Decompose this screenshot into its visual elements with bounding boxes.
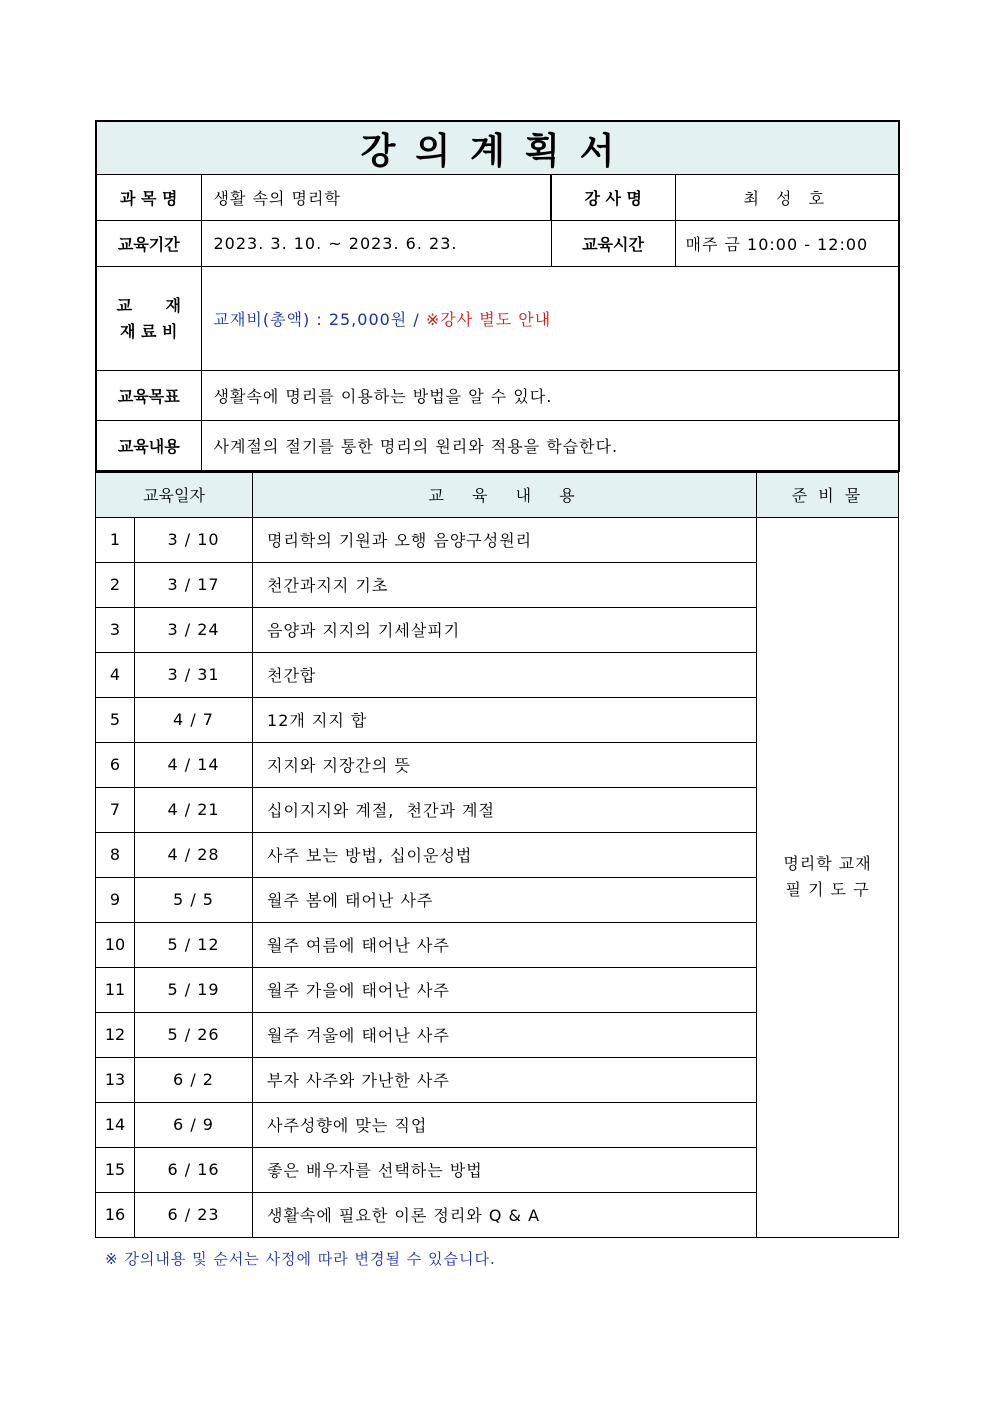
schedule-header-prep: 준 비 물 — [757, 472, 899, 517]
material-notice: ※강사 별도 안내 — [425, 310, 552, 329]
row-date: 5 / 5 — [135, 877, 253, 922]
row-content: 사주 보는 방법, 십이운성법 — [253, 832, 757, 877]
goal-value: 생활속에 명리를 이용하는 방법을 알 수 있다. — [201, 371, 899, 421]
content-label: 교육내용 — [96, 421, 201, 471]
row-date: 4 / 14 — [135, 742, 253, 787]
footnote: ※ 강의내용 및 순서는 사정에 따라 변경될 수 있습니다. — [105, 1250, 496, 1268]
material-fee: 교재비(총액) : 25,000원 / — [213, 310, 426, 329]
row-content: 천간과지지 기초 — [253, 562, 757, 607]
row-number: 11 — [96, 967, 135, 1012]
row-number: 3 — [96, 607, 135, 652]
page-title: 강의계획서 — [96, 121, 899, 175]
material-label-line1: 교 재 — [116, 295, 181, 315]
row-date: 5 / 12 — [135, 922, 253, 967]
lecture-plan-document — [95, 120, 898, 1238]
row-content: 명리학의 기원과 오행 음양구성원리 — [253, 517, 757, 562]
row-content: 생활속에 필요한 이론 정리와 Q & A — [253, 1192, 757, 1237]
schedule-table — [95, 472, 899, 1238]
row-number: 4 — [96, 652, 135, 697]
row-number: 9 — [96, 877, 135, 922]
row-number: 13 — [96, 1057, 135, 1102]
row-date: 6 / 23 — [135, 1192, 253, 1237]
row-date: 3 / 17 — [135, 562, 253, 607]
row-date: 4 / 28 — [135, 832, 253, 877]
row-date: 3 / 10 — [135, 517, 253, 562]
subject-value: 생활 속의 명리학 — [201, 175, 551, 221]
row-number: 6 — [96, 742, 135, 787]
row-number: 16 — [96, 1192, 135, 1237]
row-date: 4 / 7 — [135, 697, 253, 742]
row-number: 5 — [96, 697, 135, 742]
row-content: 천간합 — [253, 652, 757, 697]
row-number: 12 — [96, 1012, 135, 1057]
time-label: 교육시간 — [551, 221, 675, 267]
row-content: 사주성향에 맞는 직업 — [253, 1102, 757, 1147]
row-date: 6 / 9 — [135, 1102, 253, 1147]
goal-label: 교육목표 — [96, 371, 201, 421]
prep-line1: 명리학 교재 — [783, 854, 872, 873]
prep-materials — [757, 517, 899, 1237]
row-content: 지지와 지장간의 뜻 — [253, 742, 757, 787]
row-number: 10 — [96, 922, 135, 967]
instructor-value: 최 성 호 — [675, 175, 899, 221]
row-number: 2 — [96, 562, 135, 607]
content-value: 사계절의 절기를 통한 명리의 원리와 적용을 학습한다. — [201, 421, 899, 471]
schedule-header-date: 교육일자 — [96, 472, 253, 517]
row-date: 3 / 24 — [135, 607, 253, 652]
instructor-label: 강 사 명 — [551, 175, 675, 221]
row-content: 음양과 지지의 기세살피기 — [253, 607, 757, 652]
period-label: 교육기간 — [96, 221, 201, 267]
row-content: 월주 겨울에 태어난 사주 — [253, 1012, 757, 1057]
row-content: 월주 여름에 태어난 사주 — [253, 922, 757, 967]
row-content: 월주 가을에 태어난 사주 — [253, 967, 757, 1012]
row-content: 12개 지지 합 — [253, 697, 757, 742]
row-date: 5 / 26 — [135, 1012, 253, 1057]
row-number: 7 — [96, 787, 135, 832]
material-label — [96, 267, 201, 371]
material-label-line2: 재 료 비 — [119, 321, 178, 341]
row-content: 십이지지와 계절, 천간과 계절 — [253, 787, 757, 832]
row-date: 3 / 31 — [135, 652, 253, 697]
subject-label: 과 목 명 — [96, 175, 201, 221]
row-content: 부자 사주와 가난한 사주 — [253, 1057, 757, 1102]
row-date: 6 / 2 — [135, 1057, 253, 1102]
time-value: 매주 금 10:00 - 12:00 — [675, 221, 899, 267]
row-number: 14 — [96, 1102, 135, 1147]
period-value: 2023. 3. 10. ~ 2023. 6. 23. — [201, 221, 551, 267]
row-content: 좋은 배우자를 선택하는 방법 — [253, 1147, 757, 1192]
row-content: 월주 봄에 태어난 사주 — [253, 877, 757, 922]
row-date: 5 / 19 — [135, 967, 253, 1012]
row-date: 6 / 16 — [135, 1147, 253, 1192]
material-value — [201, 267, 899, 371]
prep-line2: 필 기 도 구 — [785, 880, 870, 899]
row-number: 15 — [96, 1147, 135, 1192]
row-number: 1 — [96, 517, 135, 562]
row-number: 8 — [96, 832, 135, 877]
row-date: 4 / 21 — [135, 787, 253, 832]
schedule-header-content: 교 육 내 용 — [253, 472, 757, 517]
lecture-info-table — [95, 120, 900, 472]
table-row — [96, 517, 899, 562]
